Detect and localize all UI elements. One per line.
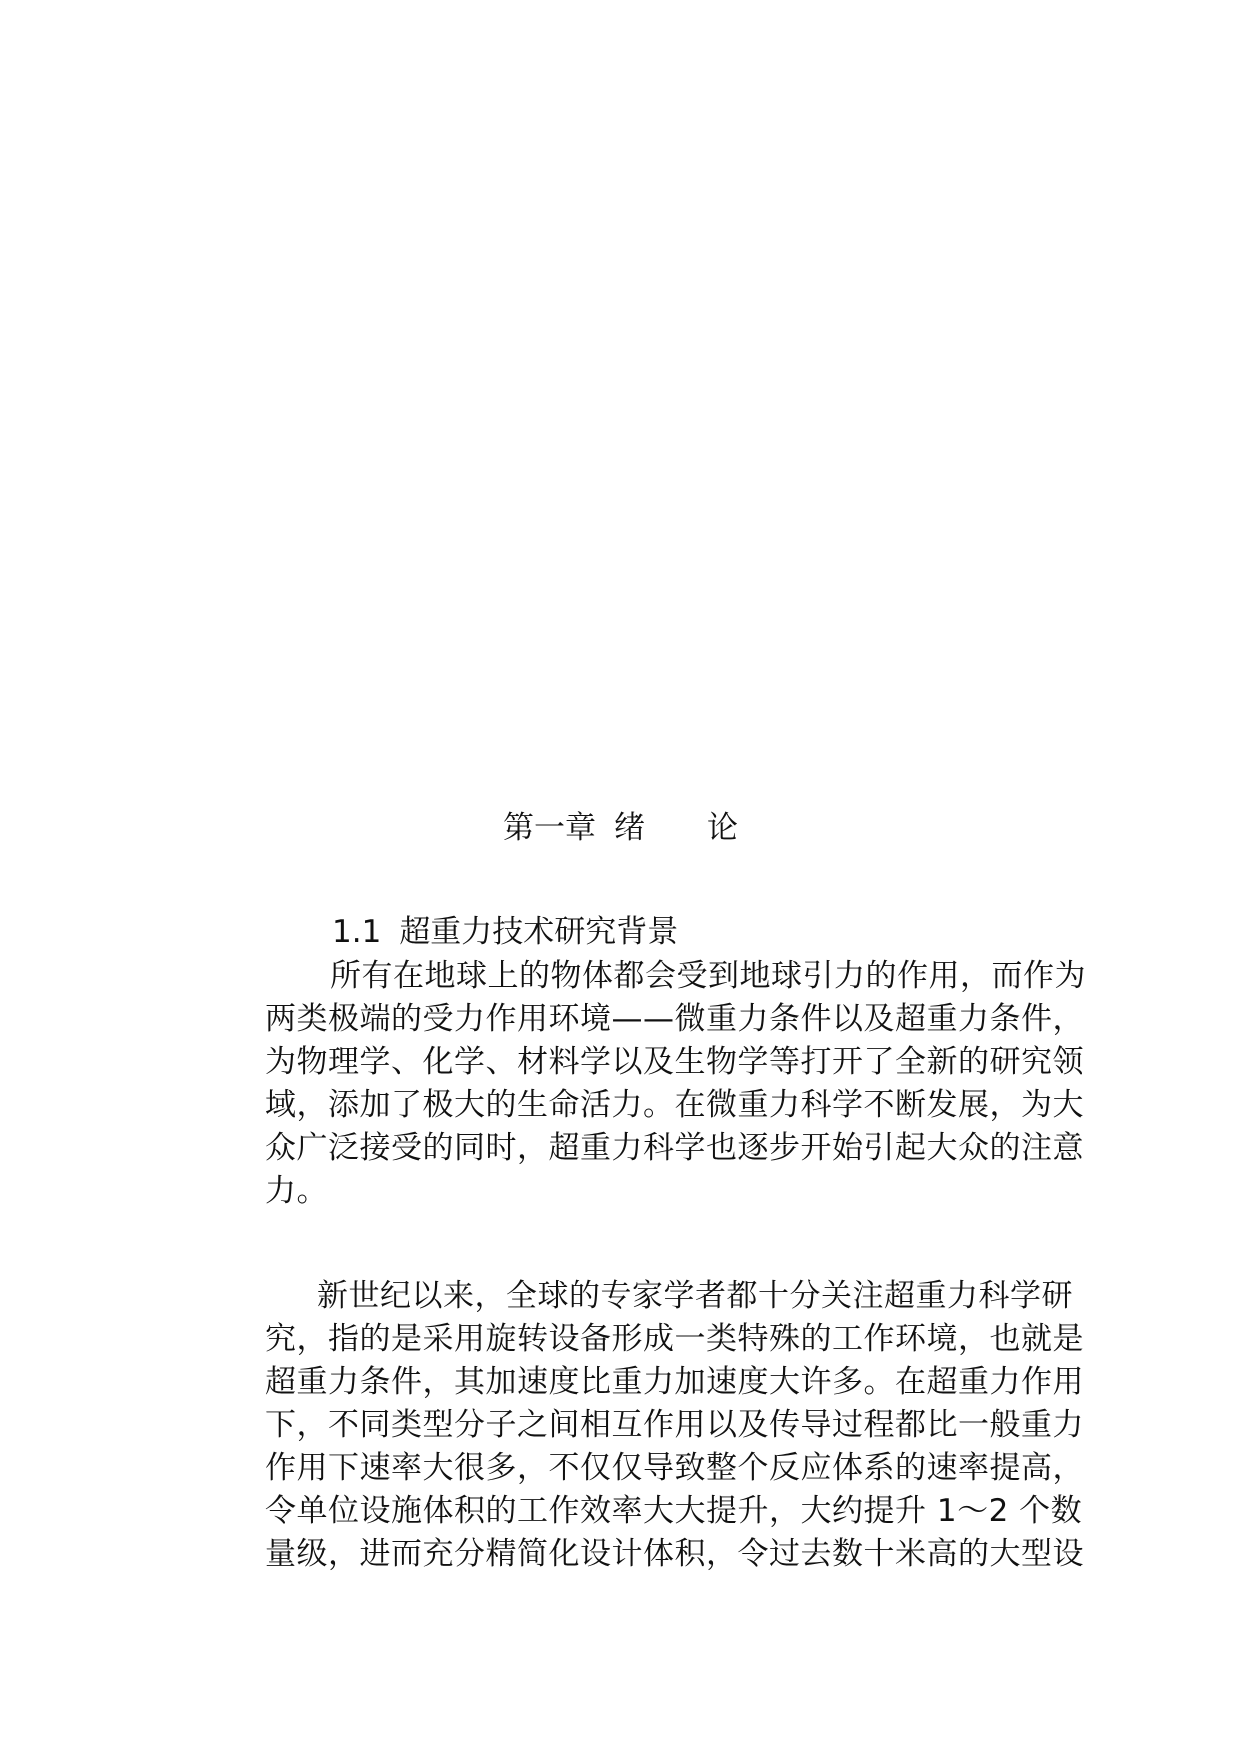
- chapter-title: [0, 808, 1241, 848]
- paragraph-line: 令单位设施体积的工作效率大大提升，大约提升 1～2 个数: [265, 1493, 1083, 1529]
- paragraph-2: [265, 1275, 1125, 1576]
- paragraph-line: 所有在地球上的物体都会受到地球引力的作用，而作为: [330, 958, 1086, 994]
- paragraph-line: 两类极端的受力作用环境——微重力条件以及超重力条件，: [265, 1001, 1084, 1037]
- paragraph-line: 域，添加了极大的生命活力。在微重力科学不断发展，为大: [265, 1087, 1084, 1123]
- chapter-title-second-char: 论: [707, 810, 738, 846]
- section-title: 超重力技术研究背景: [399, 914, 679, 950]
- paragraph-line: 下，不同类型分子之间相互作用以及传导过程都比一般重力: [265, 1407, 1084, 1443]
- section-heading: [332, 912, 678, 952]
- paragraph-line: 力。: [265, 1173, 328, 1209]
- section-number: 1.1: [332, 914, 382, 950]
- paragraph-line: 新世纪以来，全球的专家学者都十分关注超重力科学研: [317, 1278, 1073, 1314]
- paragraph-line: 为物理学、化学、材料学以及生物学等打开了全新的研究领: [265, 1044, 1084, 1080]
- paragraph-1: [265, 955, 1125, 1213]
- chapter-prefix: 第一章: [503, 810, 596, 846]
- chapter-title-first-char: 绪: [614, 810, 645, 846]
- paragraph-line: 作用下速率大很多，不仅仅导致整个反应体系的速率提高，: [265, 1450, 1084, 1486]
- paragraph-line: 众广泛接受的同时，超重力科学也逐步开始引起大众的注意: [265, 1130, 1084, 1166]
- paragraph-line: 超重力条件，其加速度比重力加速度大许多。在超重力作用: [265, 1364, 1084, 1400]
- paragraph-line: 究，指的是采用旋转设备形成一类特殊的工作环境，也就是: [265, 1321, 1084, 1357]
- paragraph-line: 量级，进而充分精简化设计体积，令过去数十米高的大型设: [265, 1536, 1084, 1572]
